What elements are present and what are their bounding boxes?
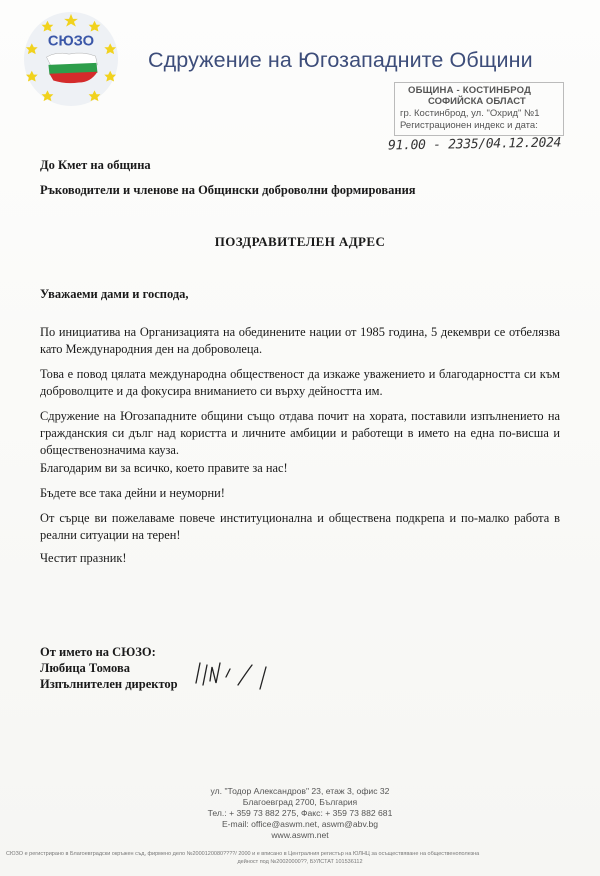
footer-email: E-mail: office@aswm.net, aswm@abv.bg bbox=[221, 819, 379, 829]
footer-legal-line-2: дейност под №20020000??, БУЛСТАТ 101536112 bbox=[237, 859, 363, 865]
signature-name: Любица Томова bbox=[40, 661, 130, 675]
stamp-handwritten-number: 91.00 - 2335/04.12.2024 bbox=[387, 135, 562, 154]
stamp-line-index-label: Регистрационен индекс и дата: bbox=[400, 120, 538, 131]
paragraph-6: От сърце ви пожелаваме повече институционална и обществена подкрепа и по-малко работа в реални ситуации на терен! bbox=[40, 511, 560, 542]
signature-on-behalf: От името на СЮЗО: bbox=[40, 645, 156, 659]
organization-name: Сдружение на Югозападните Общини bbox=[148, 48, 533, 72]
footer-website: www.aswm.net bbox=[271, 830, 329, 840]
stamp-line-region: СОФИЙСКА ОБЛАСТ bbox=[428, 96, 526, 107]
greeting: Уважаеми дами и господа, bbox=[40, 287, 189, 301]
paragraph-4: Благодарим ви за всичко, което правите за нас! bbox=[40, 461, 288, 475]
recipient-line-1: До Кмет на община bbox=[40, 158, 151, 172]
footer-legal-line-1: СЮЗО е регистрирано в Благоевградски окръжен съд, фирмено дело №2000120080????/ 2000 и е вписано в Централния регистър на ЮЛНЦ за осъществяване на общественополезна bbox=[6, 851, 480, 857]
syuzo-logo bbox=[22, 10, 120, 108]
signature-position: Изпълнителен директор bbox=[40, 677, 178, 691]
letter-title: ПОЗДРАВИТЕЛЕН АДРЕС bbox=[214, 234, 386, 249]
bulgaria-map-icon bbox=[47, 53, 98, 83]
handwritten-signature bbox=[190, 655, 280, 695]
paragraph-7: Честит празник! bbox=[40, 551, 127, 565]
paragraph-2: Това е повод цялата международна общественост да изкаже уважението и благодарността си към доброволците и да фокусира вниманието си върху дейността им. bbox=[40, 367, 560, 398]
registration-stamp bbox=[388, 82, 568, 156]
footer-city: Благоевград 2700, България bbox=[242, 797, 358, 807]
paragraph-1: По инициатива на Организацията на обединените нации от 1985 година, 5 декември се отбелязва като Международния ден на доброволеца. bbox=[40, 325, 560, 356]
stamp-line-municipality: ОБЩИНА - КОСТИНБРОД bbox=[408, 85, 532, 96]
recipient-line-2: Ръководители и членове на Общински доброволни формирования bbox=[40, 183, 416, 197]
paragraph-5: Бъдете все така дейни и неуморни! bbox=[40, 486, 225, 500]
footer-phones: Тел.: + 359 73 882 275, Факс: + 359 73 882 681 bbox=[207, 808, 393, 818]
footer-address: ул. "Тодор Александров" 23, етаж 3, офис 32 bbox=[210, 786, 390, 796]
logo-text: СЮЗО bbox=[47, 33, 95, 50]
paragraph-3: Сдружение на Югозападните общини също отдава почит на хората, поставили изпълнението на гражданския си дълг над користта и личните амбиции и работещи в името на една по-висша и общественозначима кауза. bbox=[40, 409, 560, 457]
stamp-line-address: гр. Костинброд, ул. "Охрид" №1 bbox=[400, 108, 540, 119]
